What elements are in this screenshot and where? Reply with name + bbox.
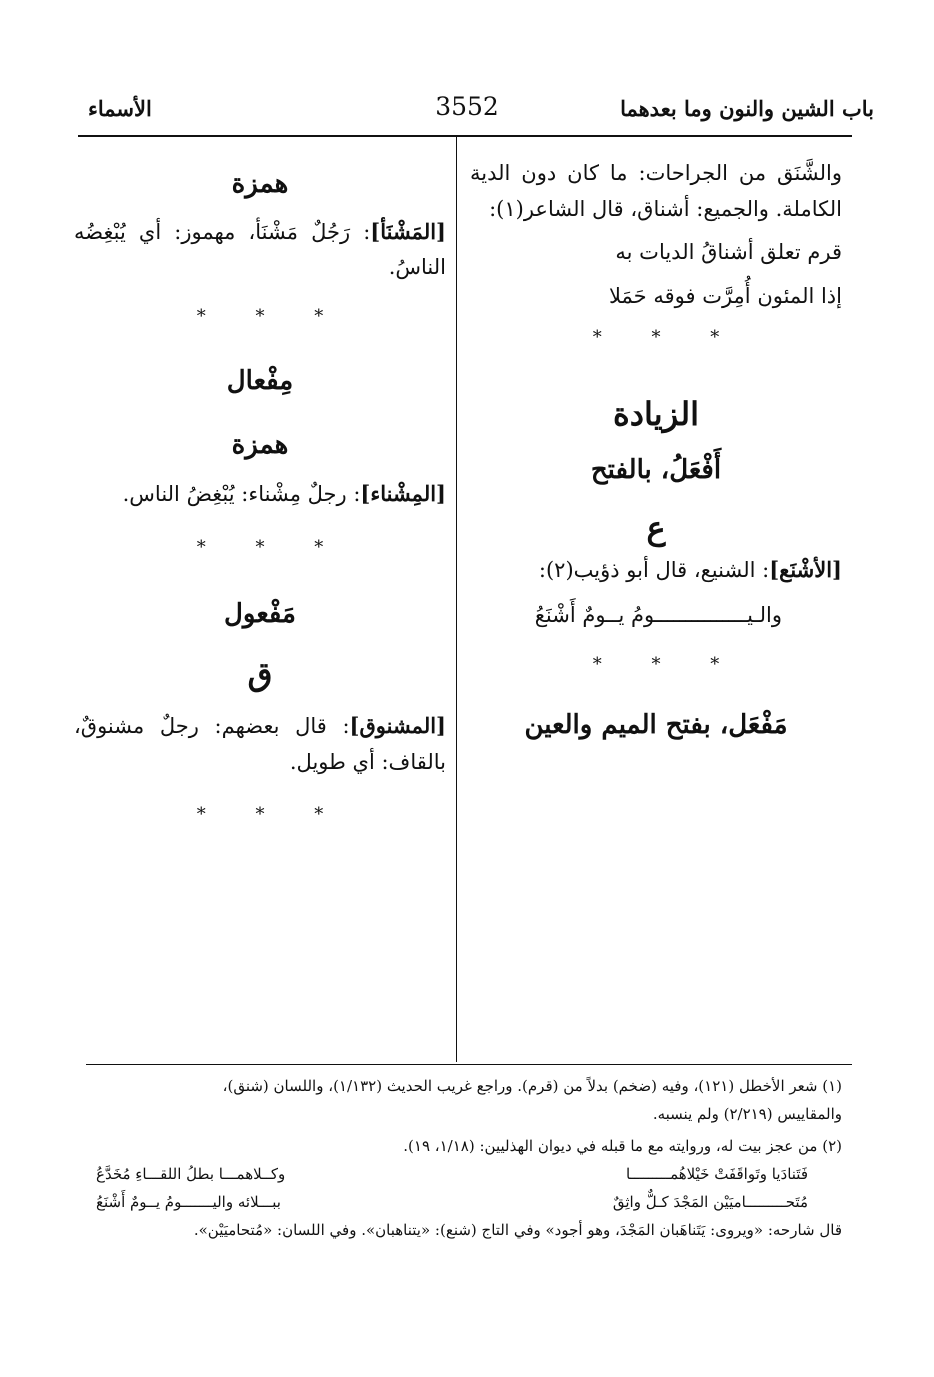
footnotes [78, 1072, 842, 1244]
column-divider [456, 137, 457, 1062]
verse-line-3: والـيـــــــــــــــومُ يــومٌ أَشْنَعُ [534, 603, 782, 628]
poem-hemistich: مُتَحـــــــــاميَيْن المَجْدَ كـلٌّ واثِقٌ [612, 1193, 808, 1211]
entry-mashnuq [74, 708, 446, 780]
heading-mafool: مَفْعول [224, 599, 296, 630]
entry-shanaq: والشَّنَق من الجراحات: ما كان دون الدية الكاملة. والجميع: أشناق، قال الشاعر(١): [470, 161, 842, 221]
heading-mifal: مِفْعال [226, 366, 294, 397]
section-title: الأسماء [88, 96, 152, 121]
separator-stars: * * * [196, 305, 346, 327]
entry-mashna-headword: [المَشْنَأ] [370, 218, 446, 244]
page-number: 3552 [435, 92, 499, 121]
footnote-1-cont: والمقاييس (٢/٢١٩) ولم ينسبه. [652, 1105, 842, 1123]
verse-line-2: إذا المئون أُمِرَّت فوقه حَمَلا [609, 284, 842, 309]
entry-mashnuq-definition: : قال بعضهم: رجلٌ مشنوقٌ، بالقاف: أي طويل. [74, 713, 446, 774]
separator-stars: * * * [592, 326, 742, 348]
poem-hemistich: ببـــلائه واليـــــــومُ يــومٌ أَشْنَعُ [96, 1193, 281, 1211]
separator-stars: * * * [196, 537, 346, 559]
footnote-1: (١) شعر الأخطل (١٢١)، وفيه (ضخم) بدلاً من (قرم). وراجع غريب الحديث (١/١٣٢)، واللسان (شنق)، [222, 1077, 842, 1095]
page-header [60, 92, 874, 134]
separator-stars: * * * [592, 653, 742, 675]
poem-hemistich: وكــلاهمـــا بطلُ اللقـــاءِ مُخَدَّعُ [96, 1165, 286, 1183]
entry-mashna-definition: : رَجُلٌ مَشْنَأ، مهموز: أي يُبْغِضُه الناسُ. [74, 219, 446, 280]
footnote-2: (٢) من عجز بيت له، وروايته مع ما قبله في ديوان الهذليين: (١/١٨، ١٩). [403, 1137, 842, 1155]
heading-afal: أَفْعَلُ، بالفتح [590, 454, 722, 485]
heading-qaf: ق [247, 654, 273, 693]
chapter-title: باب الشين والنون وما بعدهما [620, 96, 874, 121]
entry-mashna [74, 214, 446, 286]
entry-mashnuq-headword: [المشنوق] [349, 712, 446, 738]
header-rule [78, 135, 852, 137]
poem-hemistich: فَتَنادَيا وتَواقَفَتْ خَيْلاهُمـــــــــا [625, 1165, 808, 1183]
heading-ain: ع [646, 508, 666, 547]
entry-mishna-headword: [المِشْناء] [360, 481, 446, 507]
footnote-poem-line-2 [78, 1188, 842, 1216]
entry-mishna [74, 476, 446, 513]
entry-ashna-definition: : الشنيع، قال أبو ذؤيب(٢): [538, 557, 770, 582]
heading-ziyada: الزيادة [613, 394, 699, 433]
entry-ashna-headword: [الأشْنَع] [769, 556, 842, 582]
right-column [470, 150, 842, 747]
heading-mafal: مَفْعَل، بفتح الميم والعين [524, 710, 788, 741]
heading-hamza: همزة [231, 429, 289, 460]
verse-line-1: قرم تعلق أشناقُ الديات به [615, 240, 842, 265]
footnote-poem-line-1 [78, 1160, 842, 1188]
footnote-rule [86, 1064, 852, 1065]
footnote-2-commentary: قال شارحه: «ويروى: يَتَناهَبان المَجْدَ، وهو أجود» وفي التاج (شنع): «يتناهبان». وفي اللسان: «مُتحاميَيْن». [193, 1221, 842, 1239]
left-column [74, 150, 446, 827]
entry-mishna-definition: : رجلٌ مِشْناء: يُبْغِضُ الناس. [122, 482, 361, 507]
entry-ashna [470, 552, 842, 589]
heading-hamza: همزة [231, 169, 289, 199]
separator-stars: * * * [196, 804, 346, 826]
